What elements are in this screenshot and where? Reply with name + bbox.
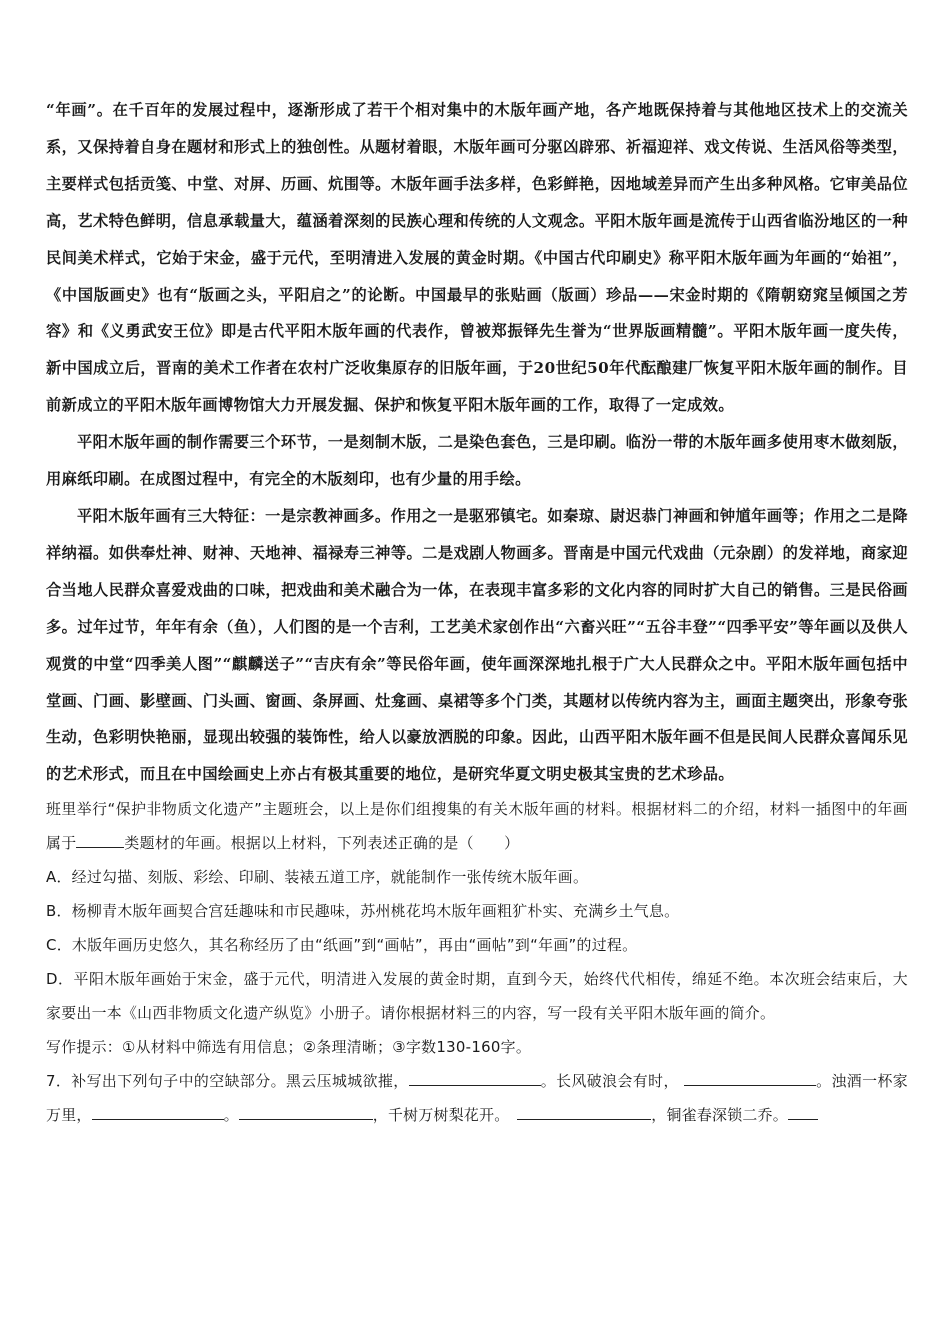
answer-blank[interactable]	[76, 829, 124, 848]
question-7-part-3: 。浊酒一杯家万里，	[46, 1072, 908, 1125]
option-a[interactable]: A．经过勾描、刻版、彩绘、印刷、装裱五道工序，就能制作一张传统木版年画。	[46, 868, 589, 887]
question-7	[46, 1064, 908, 1132]
exam-page	[46, 92, 908, 1132]
question-7-part-1: 7．补写出下列句子中的空缺部分。黑云压城城欲摧，	[46, 1072, 409, 1091]
option-d-and-writing-task[interactable]: D．平阳木版年画始于宋金，盛于元代，明清进入发展的黄金时期，直到今天，始终代代相传，绵延不绝。本次班会结束后，大家要出一本《山西非物质文化遗产纵览》小册子。请你根据材料三的内容，写一段有关平阳木版年画的简介。	[46, 970, 908, 1023]
option-b[interactable]: B．杨柳青木版年画契合宫廷趣味和市民趣味，苏州桃花坞木版年画粗犷朴实、充满乡土气息。	[46, 902, 680, 921]
material-three-paragraph-2: 平阳木版年画有三大特征：一是宗教神画多。作用之一是驱邪镇宅。如秦琼、尉迟恭门神画和钟馗年画等；作用之二是降祥纳福。如供奉灶神、财神、天地神、福禄寿三神等。二是戏剧人物画多。晋南是中国元代戏曲（元杂剧）的发祥地，商家迎合当地人民群众喜爱戏曲的口味，把戏曲和美术融合为一体，在表现丰富多彩的文化内容的同时扩大自己的销售。三是民俗画多。过年过节，年年有余（鱼），人们图的是一个吉利，工艺美术家创作出“六畜兴旺”“五谷丰登”“四季平安”等年画以及供人观赏的中堂“四季美人图”“麒麟送子”“吉庆有余”等民俗年画，使年画深深地扎根于广大人民群众之中。平阳木版年画包括中堂画、门画、影壁画、门头画、窗画、条屏画、灶龛画、桌裙等多个门类，其题材以传统内容为主，画面主题突出，形象夸张生动，色彩明快艳丽，显现出较强的装饰性，给人以豪放洒脱的印象。因此，山西平阳木版年画不但是民间人民群众喜闻乐见的艺术形式，而且在中国绘画史上亦占有极其重要的地位，是研究华夏文明史极其宝贵的艺术珍品。	[46, 506, 908, 784]
answer-blank[interactable]	[92, 1101, 224, 1120]
answer-blank[interactable]	[684, 1067, 816, 1086]
question-6-stem	[46, 792, 908, 860]
answer-blank[interactable]	[409, 1067, 541, 1086]
question-6	[46, 792, 908, 1064]
question-7-part-5: ，千树万树梨花开。	[372, 1106, 503, 1125]
question-7-part-4: 。	[223, 1106, 239, 1125]
question-6-stem-before: 班里举行“保护非物质文化遗产”主题班会，以上是你们组搜集的有关木版年画的材料。根据材料二的介绍，材料一插图中的年画属于	[46, 800, 908, 853]
question-6-stem-after: 类题材的年画。根据以上材料，下列表述正确的是（ ）	[124, 834, 520, 853]
material-three-paragraph-1: 平阳木版年画的制作需要三个环节，一是刻制木版，二是染色套色，三是印刷。临汾一带的木版年画多使用枣木做刻版，用麻纸印刷。在成图过程中，有完全的木版刻印，也有少量的用手绘。	[46, 433, 908, 489]
question-7-part-2: 。长风破浪会有时，	[540, 1072, 679, 1091]
answer-blank[interactable]	[788, 1101, 818, 1120]
answer-blank[interactable]	[239, 1101, 373, 1120]
material-two-paragraph: “年画”。在千百年的发展过程中，逐渐形成了若干个相对集中的木版年画产地，各产地既保持着与其他地区技术上的交流关系，又保持着自身在题材和形式上的独创性。从题材着眼，木版年画可分驱凶辟邪、祈福迎祥、戏文传说、生活风俗等类型，主要样式包括贡笺、中堂、对屏、历画、炕围等。木版年画手法多样，色彩鲜艳，因地域差异而产生出多种风格。它审美品位高，艺术特色鲜明，信息承载量大，蕴涵着深刻的民族心理和传统的人文观念。平阳木版年画是流传于山西省临汾地区的一种民间美术样式，它始于宋金，盛于元代，至明清进入发展的黄金时期。《中国古代印刷史》称平阳木版年画为年画的“始祖”，《中国版画史》也有“版画之头，平阳启之”的论断。中国最早的张贴画（版画）珍品——宋金时期的《隋朝窈窕呈倾国之芳容》和《义勇武安王位》即是古代平阳木版年画的代表作，曾被郑振铎先生誉为“世界版画精髓”。平阳木版年画一度失传，新中国成立后，晋南的美术工作者在农村广泛收集原存的旧版年画，于20世纪50年代酝酿建厂恢复平阳木版年画的制作。目前新成立的平阳木版年画博物馆大力开展发掘、保护和恢复平阳木版年画的工作，取得了一定成效。	[46, 101, 908, 415]
writing-tips: 写作提示：①从材料中筛选有用信息；②条理清晰；③字数130-160字。	[46, 1038, 532, 1057]
option-c[interactable]: C．木版年画历史悠久，其名称经历了由“纸画”到“画帖”，再由“画帖”到“年画”的过程。	[46, 936, 638, 955]
question-7-part-6: ，铜雀春深锁二乔。	[651, 1106, 788, 1125]
answer-blank[interactable]	[517, 1101, 651, 1120]
